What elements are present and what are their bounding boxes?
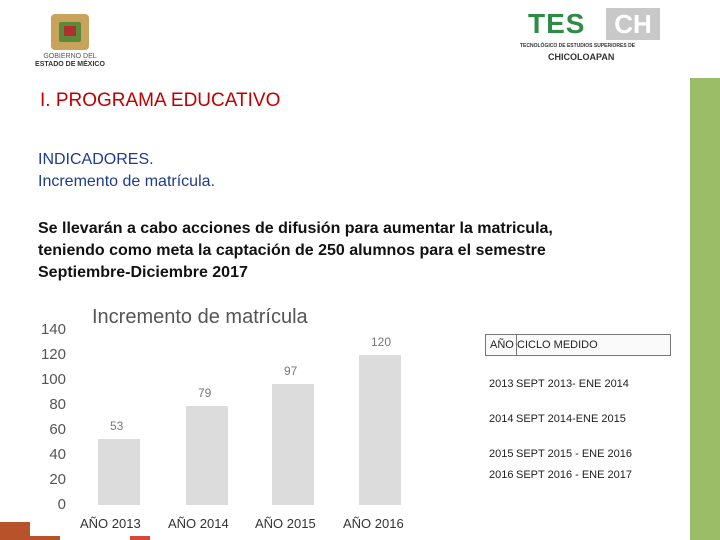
table-cell-year: 2015: [489, 448, 514, 460]
y-tick-label: 40: [49, 446, 66, 463]
chart-bar: [186, 406, 228, 505]
state-seal-icon: [51, 14, 89, 50]
chart-bar: [359, 355, 401, 505]
bar-value-label: 97: [284, 363, 298, 378]
tes-logo-city: CHICOLOAPAN: [548, 52, 615, 62]
table-header-row: [485, 334, 671, 356]
table-cell-cycle: SEPT 2013- ENE 2014: [516, 378, 629, 390]
y-tick-label: 20: [49, 471, 66, 488]
y-tick-label: 120: [40, 346, 66, 363]
gobierno-logo: [30, 14, 110, 76]
x-category-label: AÑO 2014: [168, 516, 229, 531]
ch-logo-block: CH: [606, 8, 660, 40]
table-cell-year: 2016: [489, 469, 514, 481]
y-tick-label: 100: [40, 371, 66, 388]
chart-bar: [272, 384, 314, 505]
chart-bar: [98, 439, 140, 505]
table-header-cycle: CICLO MEDIDO: [517, 339, 598, 351]
table-row: [485, 374, 671, 396]
tesch-logo: [518, 6, 668, 64]
table-cell-cycle: SEPT 2014-ENE 2015: [516, 413, 626, 425]
x-category-label: AÑO 2013: [80, 516, 141, 531]
body-line-3: Septiembre-Diciembre 2017: [38, 264, 248, 281]
indicators-block: [38, 149, 215, 193]
x-category-label: AÑO 2016: [343, 516, 404, 531]
body-line-1: Se llevarán a cabo acciones de difusión para aumentar la matricula,: [38, 220, 553, 237]
table-row: [485, 444, 671, 466]
table-row: [485, 409, 671, 431]
cycle-table: [485, 334, 671, 481]
table-row: [485, 465, 671, 487]
bar-value-label: 120: [371, 335, 392, 349]
gov-logo-line1: GOBIERNO DEL: [43, 53, 97, 60]
green-side-panel-edge: [690, 0, 720, 540]
tes-logo-subtitle: TECNOLÓGICO DE ESTUDIOS SUPERIORES DE: [520, 43, 636, 49]
body-line-2: teniendo como meta la captación de 250 alumnos para el semestre: [38, 242, 546, 259]
y-tick-label: 0: [57, 496, 66, 513]
tes-logo-text: TES: [528, 8, 586, 39]
indicator-name: Incremento de matrícula.: [38, 173, 215, 190]
table-cell-year: 2013: [489, 378, 514, 390]
table-cell-year: 2014: [489, 413, 514, 425]
indicators-label: INDICADORES.: [38, 151, 154, 168]
table-cell-cycle: SEPT 2015 - ENE 2016: [516, 448, 632, 460]
table-cell-cycle: SEPT 2016 - ENE 2017: [516, 469, 632, 481]
table-header-year: AÑO: [490, 339, 514, 351]
y-tick-label: 140: [40, 321, 66, 338]
bar-value-label: 53: [110, 418, 124, 433]
y-tick-label: 60: [49, 421, 66, 438]
gov-logo-line2: ESTADO DE MÉXICO: [35, 61, 105, 68]
section-title: I. PROGRAMA EDUCATIVO: [40, 90, 281, 111]
body-paragraph: [38, 218, 688, 284]
bar-value-label: 79: [198, 386, 212, 401]
chart-title: Incremento de matrícula: [92, 306, 308, 328]
x-category-label: AÑO 2015: [255, 516, 316, 531]
y-tick-label: 80: [49, 396, 66, 413]
